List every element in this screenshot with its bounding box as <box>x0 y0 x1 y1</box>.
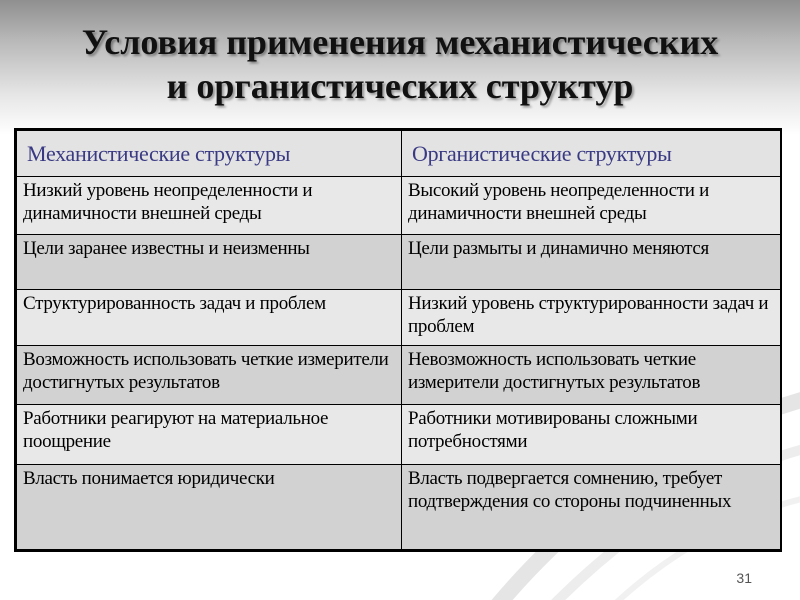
slide-title-line-1: Условия применения механистических <box>81 22 719 62</box>
mechanistic-cell: Цели заранее известны и неизменны <box>17 235 402 290</box>
mechanistic-cell: Структурированность задач и проблем <box>17 290 402 346</box>
table-header-row <box>17 131 781 177</box>
table-row <box>17 346 781 404</box>
organic-cell: Цели размыты и динамично меняются <box>402 235 781 290</box>
table-row <box>17 177 781 235</box>
page-number: 31 <box>736 570 752 586</box>
header-organic: Органистические структуры <box>402 131 781 177</box>
comparison-table-container <box>14 128 782 552</box>
table-row <box>17 464 781 549</box>
comparison-table <box>16 130 781 550</box>
organic-cell: Невозможность использовать четкие измерители достигнутых результатов <box>402 346 781 404</box>
mechanistic-cell: Возможность использовать четкие измерители достигнутых результатов <box>17 346 402 404</box>
slide-title-line-2: и органистических структур <box>166 66 634 106</box>
organic-cell: Работники мотивированы сложными потребностями <box>402 404 781 464</box>
mechanistic-cell: Низкий уровень неопределенности и динамичности внешней среды <box>17 177 402 235</box>
mechanistic-cell: Власть понимается юридически <box>17 464 402 549</box>
table-row <box>17 290 781 346</box>
mechanistic-cell: Работники реагируют на материальное поощрение <box>17 404 402 464</box>
slide-title <box>0 20 800 108</box>
organic-cell: Низкий уровень структурированности задач и проблем <box>402 290 781 346</box>
header-mechanistic: Механистические структуры <box>17 131 402 177</box>
organic-cell: Власть подвергается сомнению, требует подтверждения со стороны подчиненных <box>402 464 781 549</box>
table-row <box>17 235 781 290</box>
table-row <box>17 404 781 464</box>
organic-cell: Высокий уровень неопределенности и динамичности внешней среды <box>402 177 781 235</box>
